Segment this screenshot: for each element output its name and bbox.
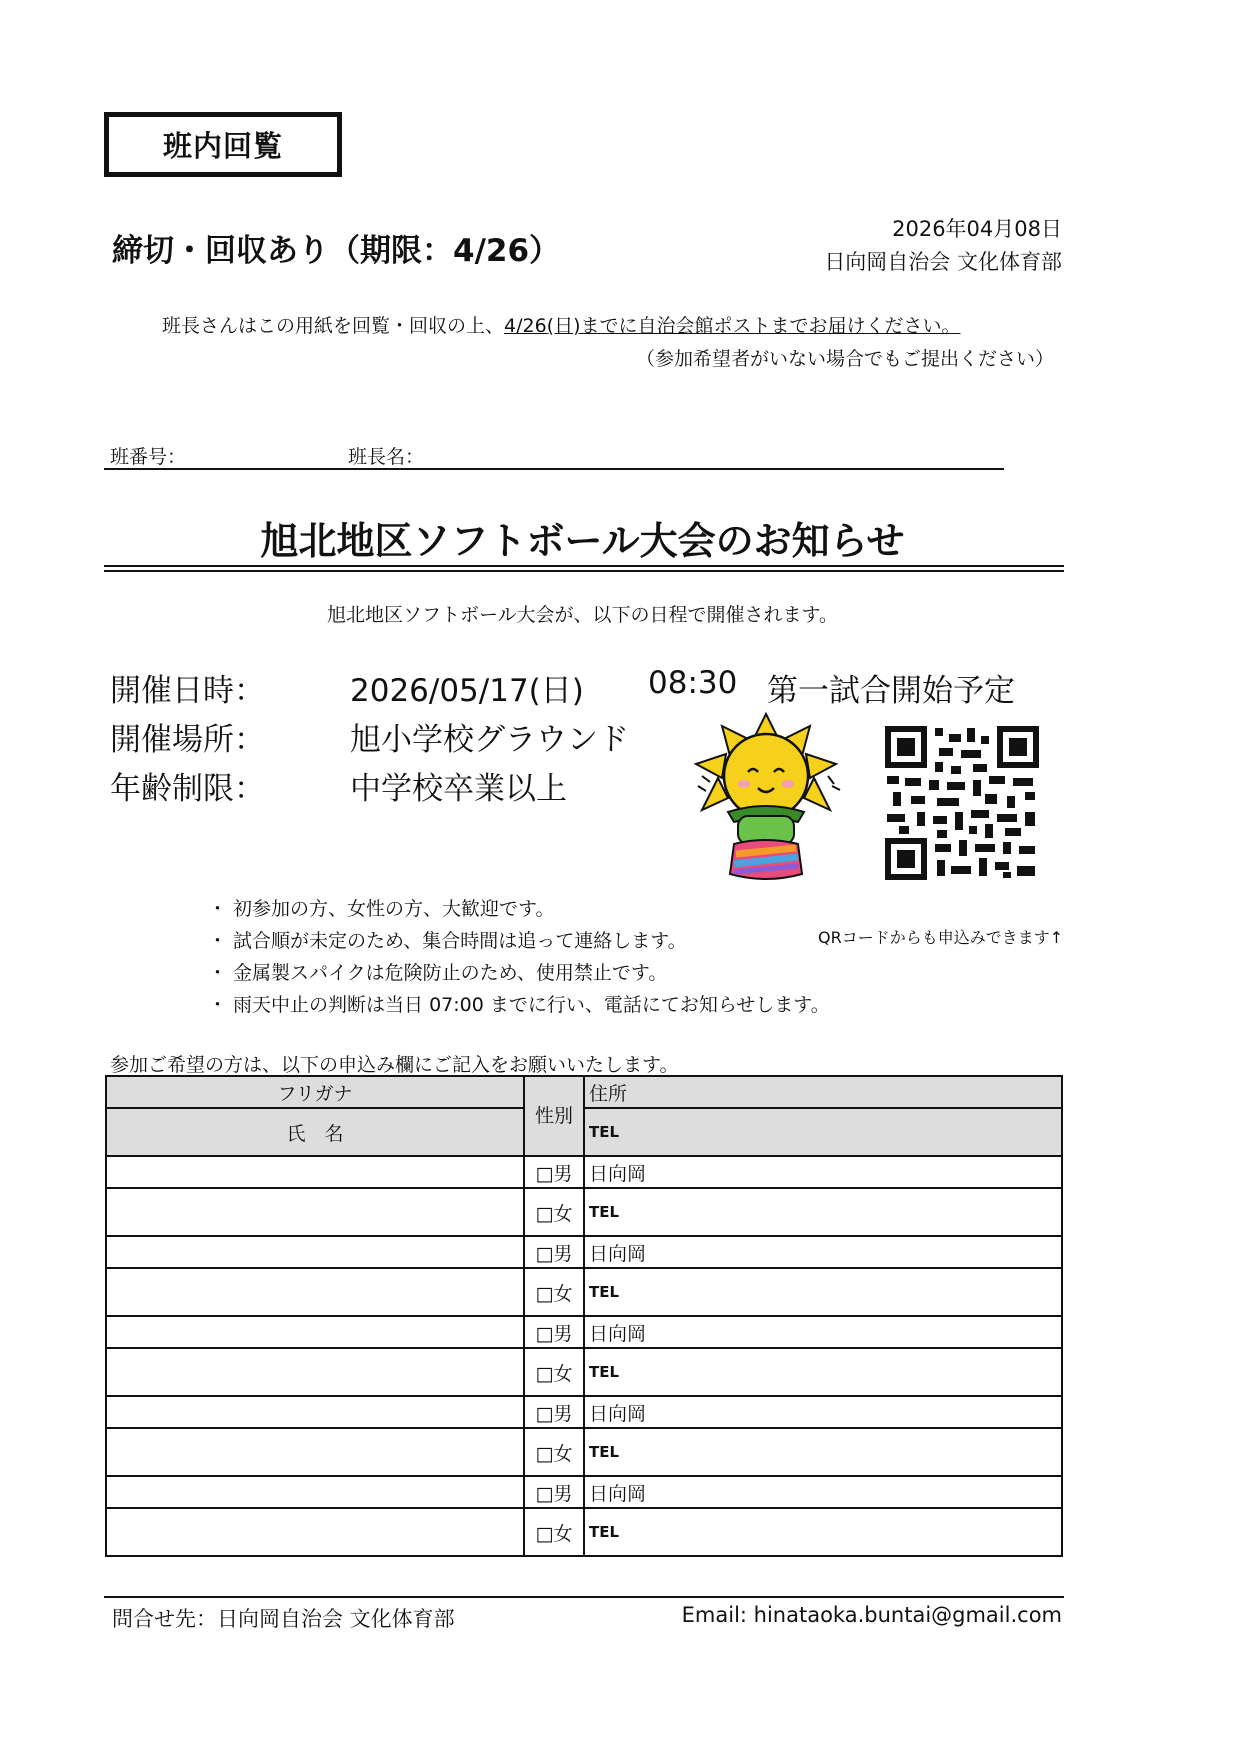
instruction-prefix: 班長さんはこの用紙を回覧・回収の上、 xyxy=(162,315,505,337)
female-checkbox[interactable]: □女 xyxy=(524,1188,584,1236)
title-rule xyxy=(104,570,1064,572)
male-checkbox[interactable]: □男 xyxy=(524,1316,584,1348)
age-label: 年齢制限： xyxy=(110,771,265,807)
form-note: 参加ご希望の方は、以下の申込み欄にご記入をお願いいたします。 xyxy=(110,1054,679,1076)
venue-value: 旭小学校グラウンド xyxy=(350,722,629,758)
female-checkbox[interactable]: □女 xyxy=(524,1508,584,1556)
application-table xyxy=(105,1075,1063,1557)
title-rule xyxy=(104,565,1064,567)
tel-field[interactable]: TEL xyxy=(584,1268,1062,1316)
han-leader-label: 班長名： xyxy=(348,446,425,468)
address-field[interactable]: 日向岡 xyxy=(584,1396,1062,1428)
organization: 日向岡自治会 文化体育部 xyxy=(824,250,1062,274)
address-field[interactable]: 日向岡 xyxy=(584,1476,1062,1508)
contact-email[interactable]: Email: hinataoka.buntai@gmail.com xyxy=(681,1603,1062,1627)
sunflower-mascot-icon xyxy=(688,712,844,882)
tel-field[interactable]: TEL xyxy=(584,1188,1062,1236)
header-tel: TEL xyxy=(584,1108,1062,1156)
header-name: 氏 名 xyxy=(106,1108,524,1156)
age-value: 中学校卒業以上 xyxy=(350,771,567,807)
furigana-field[interactable] xyxy=(106,1396,524,1428)
furigana-field[interactable] xyxy=(106,1236,524,1268)
han-number-label: 班番号： xyxy=(110,446,187,468)
venue-label: 開催場所： xyxy=(110,722,265,758)
circulation-label: 班内回覧 xyxy=(104,112,342,177)
qr-code-icon[interactable] xyxy=(885,726,1039,880)
name-field[interactable] xyxy=(106,1188,524,1236)
tel-field[interactable]: TEL xyxy=(584,1348,1062,1396)
instruction-note: （参加希望者がいない場合でもご提出ください） xyxy=(635,348,1054,370)
qr-note: QRコードからも申込みできます↑ xyxy=(818,928,1064,947)
name-field[interactable] xyxy=(106,1268,524,1316)
datetime-value: 2026/05/17(日) xyxy=(350,673,584,709)
male-checkbox[interactable]: □男 xyxy=(524,1156,584,1188)
time-value: 08:30 xyxy=(648,665,738,701)
name-field[interactable] xyxy=(106,1428,524,1476)
tel-field[interactable]: TEL xyxy=(584,1428,1062,1476)
list-item: ・ 金属製スパイクは危険防止のため、使用禁止です。 xyxy=(208,957,830,989)
tel-field[interactable]: TEL xyxy=(584,1508,1062,1556)
male-checkbox[interactable]: □男 xyxy=(524,1396,584,1428)
list-item: ・ 雨天中止の判断は当日 07:00 までに行い、電話にてお知らせします。 xyxy=(208,989,830,1021)
instruction-line xyxy=(162,311,961,338)
name-field[interactable] xyxy=(106,1508,524,1556)
male-checkbox[interactable]: □男 xyxy=(524,1476,584,1508)
footer-rule xyxy=(104,1596,1064,1598)
female-checkbox[interactable]: □女 xyxy=(524,1268,584,1316)
header-sex: 性別 xyxy=(524,1076,584,1156)
time-note: 第一試合開始予定 xyxy=(767,673,1015,709)
issue-date: 2026年04月08日 xyxy=(892,217,1062,241)
name-field[interactable] xyxy=(106,1348,524,1396)
intro-text: 旭北地区ソフトボール大会が、以下の日程で開催されます。 xyxy=(326,604,839,626)
deadline-text: 締切・回収あり（期限：4/26） xyxy=(112,233,561,269)
header-address: 住所 xyxy=(584,1076,1062,1108)
furigana-field[interactable] xyxy=(106,1316,524,1348)
list-item: ・ 初参加の方、女性の方、大歓迎です。 xyxy=(208,893,830,925)
address-field[interactable]: 日向岡 xyxy=(584,1236,1062,1268)
header-furigana: フリガナ xyxy=(106,1076,524,1108)
address-field[interactable]: 日向岡 xyxy=(584,1316,1062,1348)
instruction-deadline: 4/26(日)までに自治会館ポストまでお届けください。 xyxy=(504,315,961,337)
female-checkbox[interactable]: □女 xyxy=(524,1348,584,1396)
address-field[interactable]: 日向岡 xyxy=(584,1156,1062,1188)
page-title: 旭北地区ソフトボール大会のお知らせ xyxy=(260,519,905,563)
list-item: ・ 試合順が未定のため、集合時間は追って連絡します。 xyxy=(208,925,830,957)
contact-text: 問合せ先：日向岡自治会 文化体育部 xyxy=(112,1607,455,1631)
male-checkbox[interactable]: □男 xyxy=(524,1236,584,1268)
datetime-label: 開催日時： xyxy=(110,673,265,709)
furigana-field[interactable] xyxy=(106,1476,524,1508)
female-checkbox[interactable]: □女 xyxy=(524,1428,584,1476)
han-underline xyxy=(104,468,1004,470)
notice-list xyxy=(208,893,830,1021)
furigana-field[interactable] xyxy=(106,1156,524,1188)
